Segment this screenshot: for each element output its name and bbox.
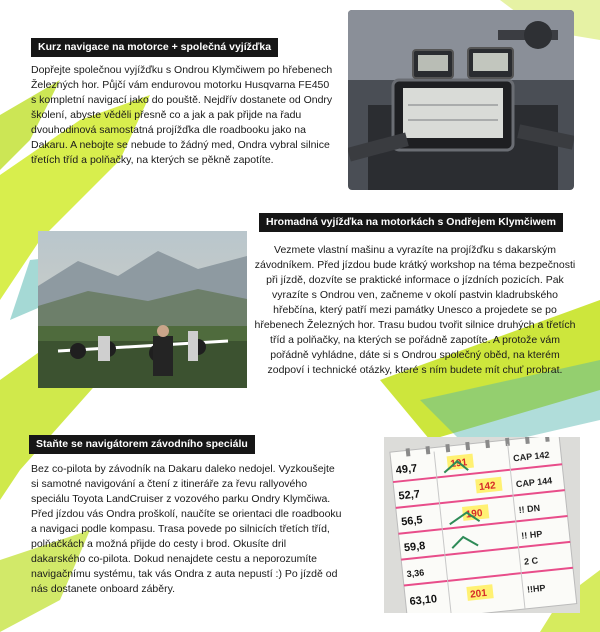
roadbook-distance-6: 63,10 — [409, 593, 438, 608]
roadbook-note-6: !!HP — [526, 582, 546, 595]
roadbook-distance-5: 3,36 — [406, 567, 425, 580]
roadbook-distance-1: 49,7 — [395, 462, 418, 477]
roadbook-highlight-3: 190 — [465, 507, 484, 521]
roadbook-note-2: CAP 144 — [515, 475, 553, 490]
section-title-navigation-course: Kurz navigace na motorce + společná vyjížďka — [31, 38, 278, 57]
roadbook-note-5: 2 C — [523, 555, 539, 567]
roadbook-distance-4: 59,8 — [403, 540, 426, 555]
section-body-group-ride: Vezmete vlastní mašinu a vyrazíte na projížďku s dakarským závodníkem. Před jízdou bude krátký workshop na téma bezpečnosti při jízdě, dozvíte se praktické informace o jízdních pozicích. Pak vyrazíte s Ondrou ven, začneme v okolí pastvin kladrubského hřebčína, který patří mezi památky Unesco a projedete se po hřebenech Železných hor. Trasu budou tvořit silnice druhých a třetích tříd a polňačky, na kterých se pořádně zapotíte. A protože vám pořádně vyhládne, dáte si s Ondrou společný oběd, na kterém zodpoví i technické otázky, které s ním budete mít chuť probrat. — [254, 244, 576, 376]
roadbook-note-1: CAP 142 — [512, 449, 550, 464]
roadbook-highlight-4: 201 — [469, 587, 488, 601]
roadbook-distance-3: 56,5 — [400, 514, 424, 529]
roadbook-distance-2: 52,7 — [397, 488, 421, 503]
roadbook-highlight-1: 191 — [449, 457, 468, 470]
roadbook-note-4: !! HP — [520, 528, 543, 541]
motorcycle-navigation-photo — [348, 10, 574, 190]
roadbook-photo — [384, 437, 580, 613]
section-title-navigator: Staňte se navigátorem závodního speciálu — [29, 435, 255, 454]
section-title-group-ride: Hromadná vyjížďka na motorkách s Ondřejem Klymčiwem — [259, 213, 563, 232]
section-body-navigator: Bez co-pilota by závodník na Dakaru daleko nedojel. Vyzkoušejte si samotné navigování a čtení z itineráře za řevu rallyového speciálu Toyota LandCruiser z vozového parku Ondry Klymčiwa. Před jízdou vás Ondra proškolí, naučíte se orientaci dle roadbooku a navigaci podle kompasu. Trasa povede po silnicích třetích tříd, polňačkách a možná přijde do cesty i brod. Okusíte dril dakarského co-pilota. Dokud nenajdete cestu a neporozumíte navigačnímu systému, tak vás Ondra z auta nepustí :) Po jízdě od nás dostanete onboard záběry. — [31, 463, 342, 595]
group-ride-landscape-photo — [38, 231, 247, 388]
roadbook-highlight-2: 142 — [478, 480, 497, 494]
roadbook-note-3: !! DN — [518, 502, 541, 516]
section-body-navigation-course: Dopřejte společnou vyjížďku s Ondrou Klymčiwem po hřebenech Železných hor. Půjčí vám endurovou motorku Husqvarna FE450 s kompletní navigací jako do pouště. Nejdřív dostanete od Ondry školení, abyste věděli přesně co a jak a pak přijde na řadu dvouhodinová samostatná projížďka dle roadbooku jako na Dakaru. A nebojte se nebude to žádný med, Ondra vybral silnice třetích tříd a polňačky, na kterých se pěkně zapotíte. — [31, 64, 333, 166]
